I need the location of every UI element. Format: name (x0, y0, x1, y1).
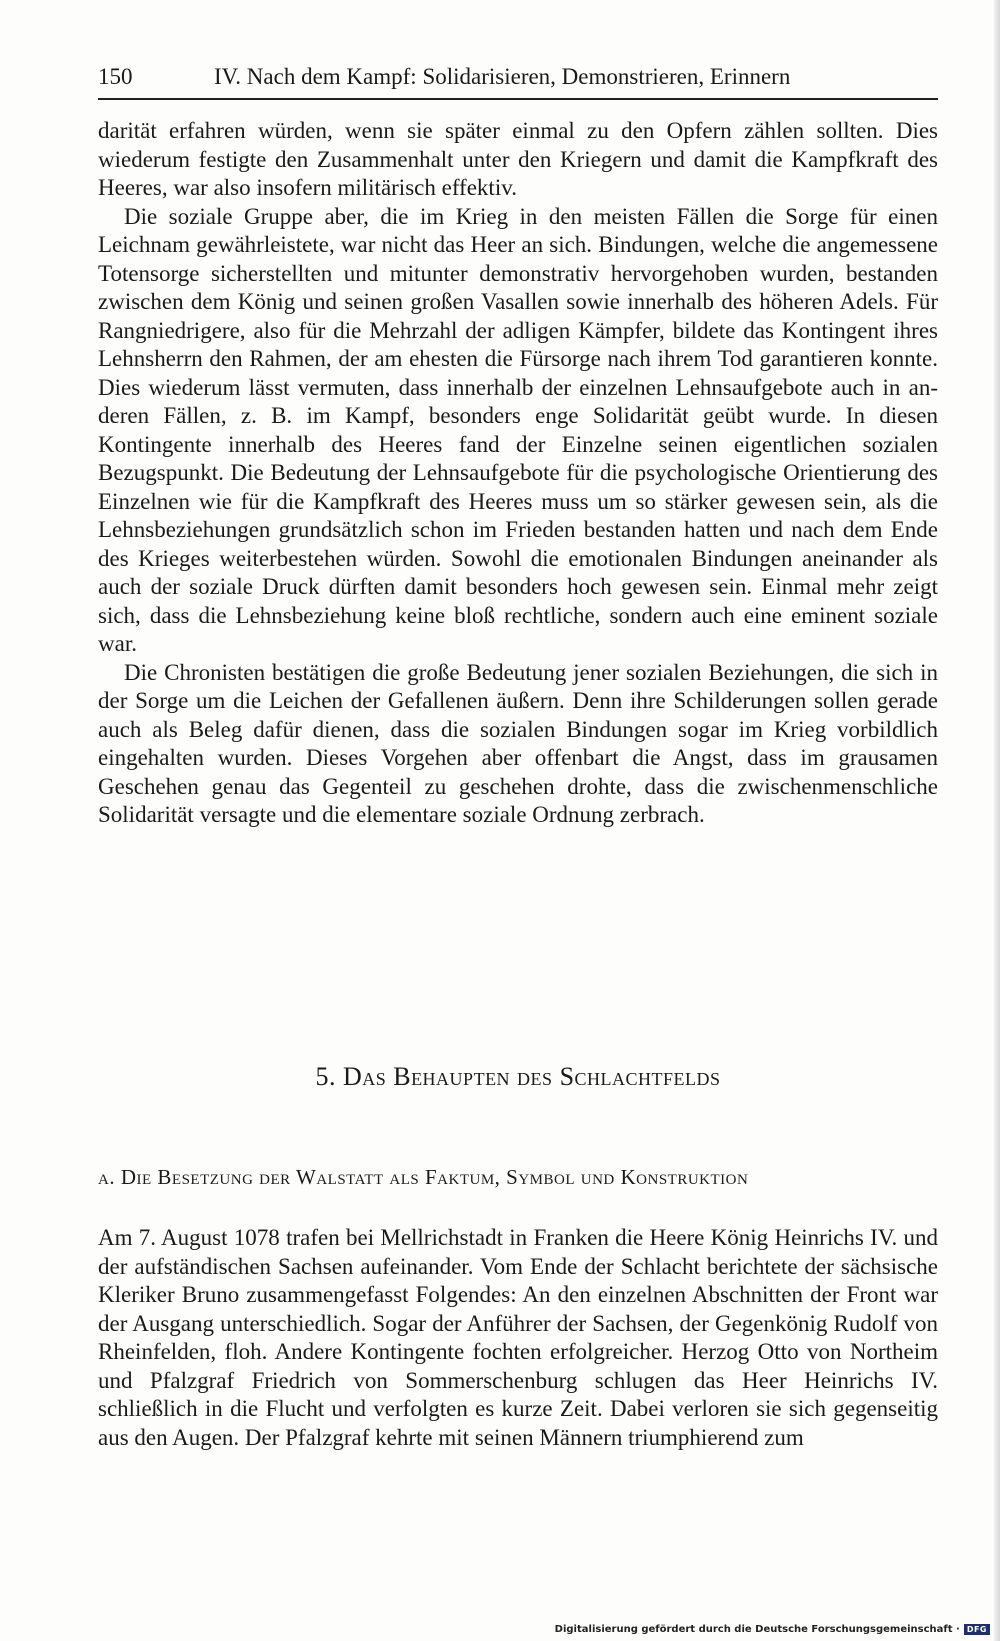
page-header (98, 62, 938, 100)
section-text (98, 1224, 938, 1452)
section-heading: 5. Das Behaupten des Schlachtfelds (315, 1062, 721, 1091)
page-edge (994, 0, 1000, 1641)
running-title: IV. Nach dem Kampf: Solidarisieren, Demonstrieren, Erinnern (214, 64, 791, 89)
paragraph-continuation: darität erfahren würden, wenn sie später einmal zu den Opfern zählen sollten. Dies wiederum festigte den Zusammenhalt unter den Kriegern und damit die Kampfkraft des Heeres, war also insofern militärisch effektiv. (98, 118, 938, 200)
paragraph: Die soziale Gruppe aber, die im Krieg in den meisten Fällen die Sorge für einen Leichnam gewährleistete, war nicht das Heer an sich. Bindungen, welche die angemessene Totensorge sicherstellten und mitunter demonstrativ hervorgehoben wurden, bestanden zwischen dem König und seinen großen Vasallen sowie innerhalb des höheren Adels. Für Rangniedrigere, also für die Mehrzahl der adligen Kämpfer, bildete das Kontingent ihres Lehnsherrn den Rahmen, der am ehesten die Fürsorge nach ihrem Tod garantieren konnte. Dies wiederum lässt vermuten, dass innerhalb der einzelnen Lehnsaufgebote auch in anderen Fällen, z. B. im Kampf, besonders enge Solidarität geübt wurde. In diesen Kontingente innerhalb des Heeres fand der Einzelne seinen eigentlichen sozialen Bezugspunkt. Die Bedeutung der Lehnsaufgebote für die psychologische Orientierung des Einzelnen wie für die Kampfkraft des Heeres muss um so stärker gewesen sein, als die Lehnsbeziehungen grundsätzlich schon im Frieden bestanden hatten und nach dem Ende des Krieges weiterbestehen würden. Sowohl die emotionalen Bindungen aneinander als auch der soziale Druck dürften damit besonders hoch gewesen sein. Einmal mehr zeigt sich, dass die Lehnsbeziehung keine bloß rechtliche, sondern auch eine eminent soziale war. (98, 203, 938, 656)
paragraph: Die Chronisten bestätigen die große Bedeutung jener sozialen Beziehungen, die sich in der Sorge um die Leichen der Gefallenen äußern. Denn ihre Schilderungen sollen gerade auch als Beleg dafür dienen, dass die sozialen Bindungen sogar im Krieg vorbildlich eingehalten wurden. Dieses Vorgehen aber offenbart die Angst, dass im grausamen Geschehen genau das Gegenteil zu geschehen drohte, dass die zwischenmenschliche Solidarität versagte und die elementare soziale Ordnung zerbrach. (98, 659, 938, 827)
body-text (98, 117, 938, 830)
subsection-heading: a. Die Besetzung der Walstatt als Faktum, Symbol und Konstruktion (98, 1165, 749, 1189)
footer-note: Digitalisierung gefördert durch die Deutsche Forschungsgemeinschaft · (554, 1624, 960, 1635)
digitization-footer (555, 1624, 990, 1635)
dfg-logo: DFG (964, 1624, 990, 1635)
paragraph: Am 7. August 1078 trafen bei Mellrichstadt in Franken die Heere König Heinrichs IV. und der aufständischen Sachsen aufeinander. Vom Ende der Schlacht berichtete der sächsische Kleriker Bruno zusammengefasst Folgendes: An den einzelnen Abschnitten der Front war der Ausgang unterschiedlich. Sogar der Anführer der Sachsen, der Gegenkönig Rudolf von Rheinfelden, floh. Andere Kontingente fochten erfolgreicher. Herzog Otto von Northeim und Pfalzgraf Friedrich von Sommerschenburg schlugen das Heer Heinrichs IV. schließlich in die Flucht und verfolgten es kurze Zeit. Dabei verloren sie sich gegenseitig aus den Augen. Der Pfalzgraf kehrte mit seinen Männern triumphierend zum (98, 1225, 938, 1450)
page-number: 150 (98, 64, 133, 89)
